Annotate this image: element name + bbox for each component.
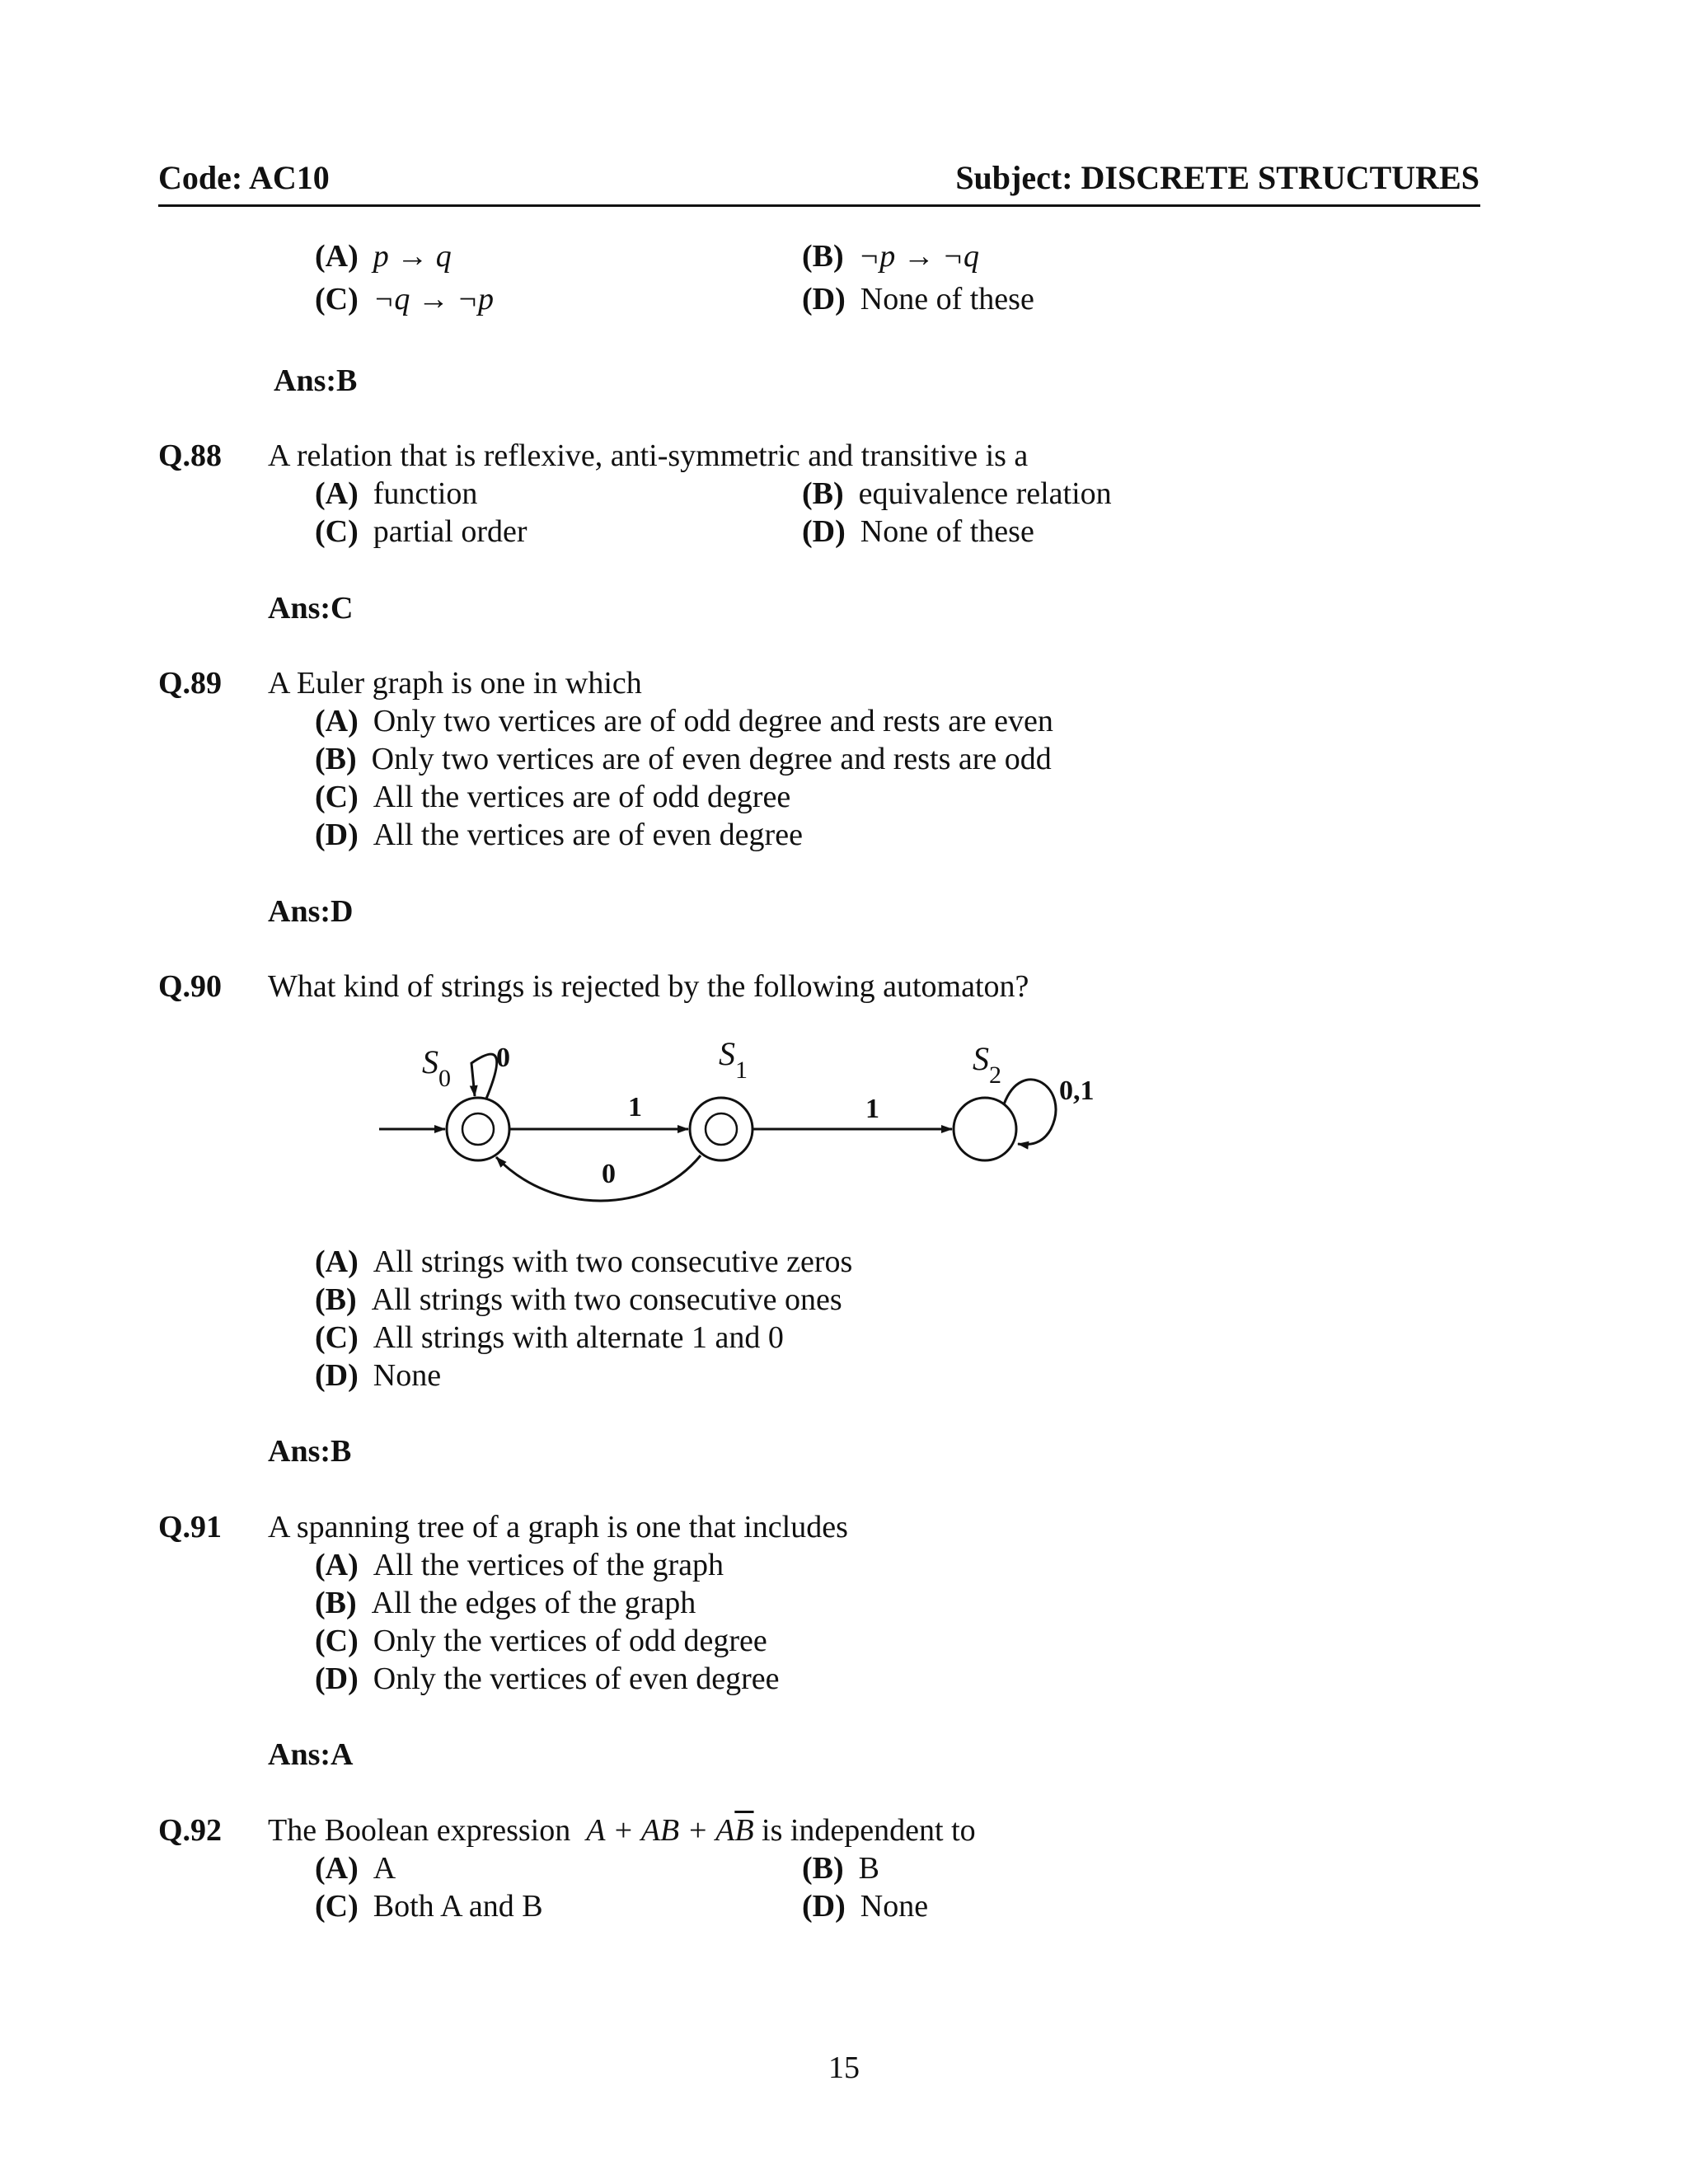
q91-option-a: (A) All the vertices of the graph: [315, 1548, 724, 1582]
q90-number: Q.90: [158, 969, 223, 1004]
q91-answer: Ans:A: [268, 1737, 354, 1772]
q89-answer: Ans:D: [268, 894, 354, 929]
q91-question: A spanning tree of a graph is one that includes: [268, 1510, 848, 1544]
q90-option-a: (A) All strings with two consecutive zeros: [315, 1244, 853, 1279]
state-s2-label: $S_2$: [973, 1040, 1001, 1089]
q90-question: What kind of strings is rejected by the following automaton?: [268, 969, 1029, 1004]
s0-loop-label: 0: [496, 1043, 510, 1073]
q88-option-a: (A) function: [315, 476, 478, 511]
q91-number: Q.91: [158, 1510, 223, 1544]
q88-option-d: (D) None of these: [802, 514, 1034, 549]
state-s1-label: $S_1$: [719, 1035, 748, 1084]
q90-option-d: (D) None: [315, 1358, 442, 1393]
q89-question: A Euler graph is one in which: [268, 666, 642, 701]
q87-option-a: (A) p → q: [315, 239, 452, 274]
q88-question: A relation that is reflexive, anti-symmetric and transitive is a: [268, 438, 1029, 473]
s1-to-s0-label: 0: [602, 1159, 616, 1189]
q89-option-b: (B) Only two vertices are of even degree and rests are odd: [315, 742, 1052, 776]
q92-option-c: (C) Both A and B: [315, 1889, 543, 1924]
state-s0-label: $S_0$: [422, 1043, 451, 1092]
q92-option-b: (B) B: [802, 1851, 880, 1886]
s1-to-s0-arrow: [496, 1155, 701, 1201]
q92-option-d: (D) None: [802, 1889, 929, 1924]
q87-option-c: (C) ¬q → ¬p: [315, 282, 495, 316]
q88-number: Q.88: [158, 438, 223, 473]
s0-to-s1-label: 1: [628, 1092, 642, 1122]
q91-option-b: (B) All the edges of the graph: [315, 1586, 696, 1620]
q87-option-b: (B) ¬p → ¬q: [802, 239, 979, 274]
s0-loop-arrow: [471, 1054, 497, 1099]
header-rule: [158, 204, 1480, 207]
q92-option-a: (A) A: [315, 1851, 396, 1886]
q88-option-b: (B) equivalence relation: [802, 476, 1112, 511]
q88-answer: Ans:C: [268, 591, 354, 626]
q89-option-c: (C) All the vertices are of odd degree: [315, 780, 791, 814]
q89-number: Q.89: [158, 666, 223, 701]
state-s0: [447, 1098, 509, 1160]
q91-option-d: (D) Only the vertices of even degree: [315, 1661, 780, 1696]
page-number: 15: [828, 2050, 860, 2085]
s2-loop-label: 0,1: [1059, 1076, 1095, 1106]
boolean-expression: A + AB + $A\overline{B}$: [586, 1813, 754, 1848]
q88-option-c: (C) partial order: [315, 514, 528, 549]
state-s2: [954, 1098, 1016, 1160]
automaton-diagram: [363, 1030, 1154, 1220]
q89-option-d: (D) All the vertices are of even degree: [315, 818, 803, 852]
q90-option-c: (C) All strings with alternate 1 and 0: [315, 1320, 784, 1355]
header-subject: Subject: DISCRETE STRUCTURES: [955, 159, 1479, 196]
q90-option-b: (B) All strings with two consecutive ones: [315, 1282, 842, 1317]
header-code: Code: AC10: [158, 159, 330, 196]
q92-question: The Boolean expression A + AB + $A\overline{B}$ is independent to: [268, 1813, 976, 1848]
s1-to-s2-label: 1: [865, 1094, 879, 1124]
q92-number: Q.92: [158, 1813, 223, 1848]
q91-option-c: (C) Only the vertices of odd degree: [315, 1624, 767, 1658]
q90-answer: Ans:B: [268, 1434, 352, 1469]
q89-option-a: (A) Only two vertices are of odd degree and rests are even: [315, 704, 1053, 738]
q87-option-d: (D) None of these: [802, 282, 1034, 316]
q87-answer: Ans:B: [274, 363, 358, 398]
state-s1: [690, 1098, 753, 1160]
